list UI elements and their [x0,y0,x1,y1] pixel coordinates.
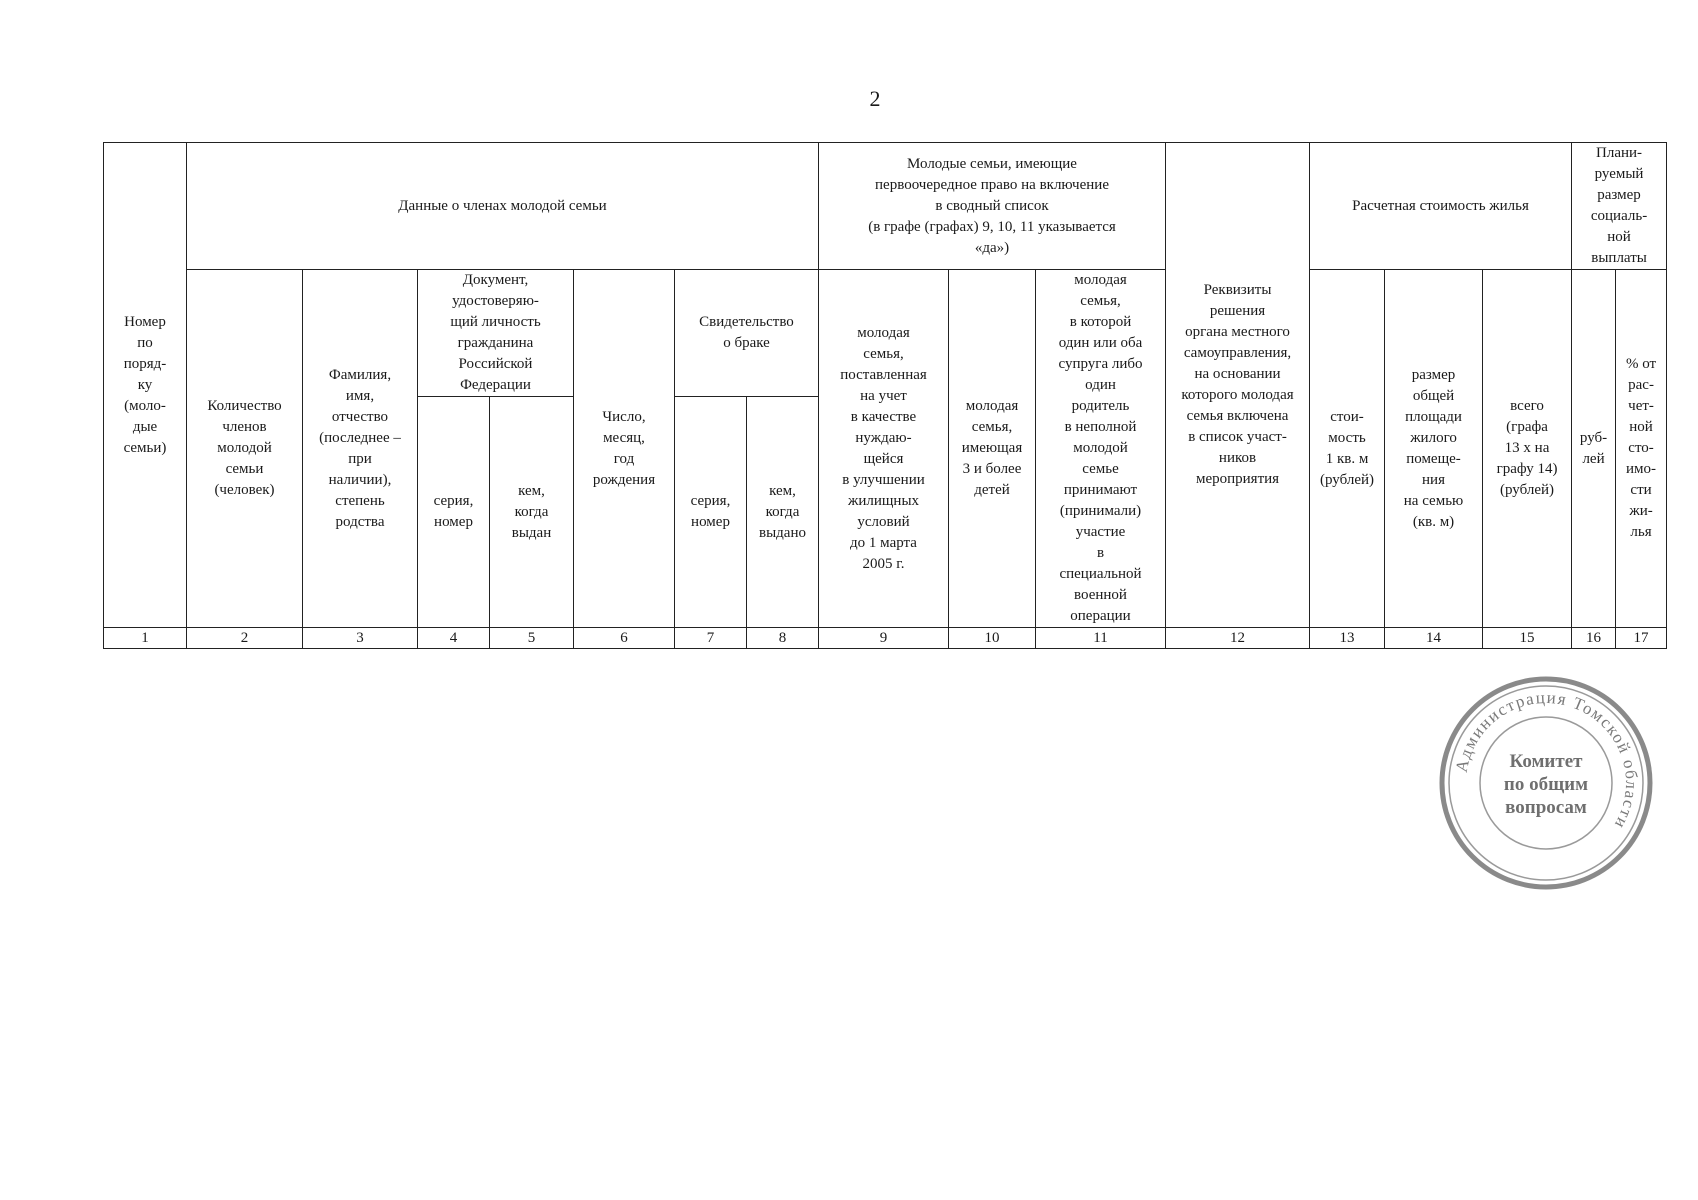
column-number: 1 [104,628,187,649]
header-col-6-birth-date: Число, месяц, год рождения [574,270,675,628]
column-number: 9 [819,628,949,649]
header-col-12-decision-details: Реквизиты решения органа местного самоуправления, на основании которого молодая семья включена в список участ- ников мероприятия [1166,143,1310,628]
header-group-social-payment: Плани- руемый размер социаль- ной выплаты [1572,143,1667,270]
column-number: 17 [1616,628,1667,649]
column-number: 12 [1166,628,1310,649]
column-number: 15 [1483,628,1572,649]
header-col-4-series-number: серия, номер [418,397,490,628]
header-group-identity-document: Документ, удостоверяю- щий личность гражданина Российской Федерации [418,270,574,397]
header-col-11-special-operation: молодая семья, в которой один или оба супруга либо один родитель в неполной молодой семье принимают (принимали) участие в специальной военной операции [1036,270,1166,628]
column-number: 14 [1385,628,1483,649]
header-col-9-registered-before-2005: молодая семья, поставленная на учет в качестве нуждаю- щейся в улучшении жилищных условий до 1 марта 2005 г. [819,270,949,628]
header-col-14-area: размер общей площади жилого помеще- ния на семью (кв. м) [1385,270,1483,628]
page-number: 2 [869,86,881,111]
header-col-13-cost-per-sqm: стои- мость 1 кв. м (рублей) [1310,270,1385,628]
header-group-marriage-certificate: Свидетельство о браке [675,270,819,397]
column-numbers-row [104,628,1667,649]
column-number: 5 [490,628,574,649]
column-number: 4 [418,628,490,649]
header-col-8-issued-by: кем, когда выдано [747,397,819,628]
header-col-7-series-number: серия, номер [675,397,747,628]
header-group-housing-cost: Расчетная стоимость жилья [1310,143,1572,270]
stamp-center-line-1: Комитет [1509,751,1583,772]
header-col-17-percent: % от рас- чет- ной сто- имо- сти жи- лья [1616,270,1667,628]
header-col-15-total: всего (графа 13 х на графу 14) (рублей) [1483,270,1572,628]
header-col-2-members-count: Количество членов молодой семьи (человек) [187,270,303,628]
header-col-1-row-number: Номер по поряд- ку (моло- дые семьи) [104,143,187,628]
stamp-ring-text: Администрация Томской области [1451,687,1642,833]
header-col-10-three-children: молодая семья, имеющая 3 и более детей [949,270,1036,628]
column-number: 3 [303,628,418,649]
column-number: 6 [574,628,675,649]
header-group-priority-right: Молодые семьи, имеющие первоочередное право на включение в сводный список (в графе (графах) 9, 10, 11 указывается «да») [819,143,1166,270]
column-number: 2 [187,628,303,649]
column-number: 13 [1310,628,1385,649]
header-group-family-data: Данные о членах молодой семьи [187,143,819,270]
header-col-5-issued-by: кем, когда выдан [490,397,574,628]
official-stamp [1436,673,1656,893]
column-number: 11 [1036,628,1166,649]
header-col-16-rubles: руб- лей [1572,270,1616,628]
young-families-table [103,142,1667,649]
stamp-center-line-3: вопросам [1505,797,1587,818]
header-col-3-full-name: Фамилия, имя, отчество (последнее – при наличии), степень родства [303,270,418,628]
column-number: 8 [747,628,819,649]
stamp-center-line-2: по общим [1503,774,1589,795]
column-number: 7 [675,628,747,649]
column-number: 10 [949,628,1036,649]
column-number: 16 [1572,628,1616,649]
